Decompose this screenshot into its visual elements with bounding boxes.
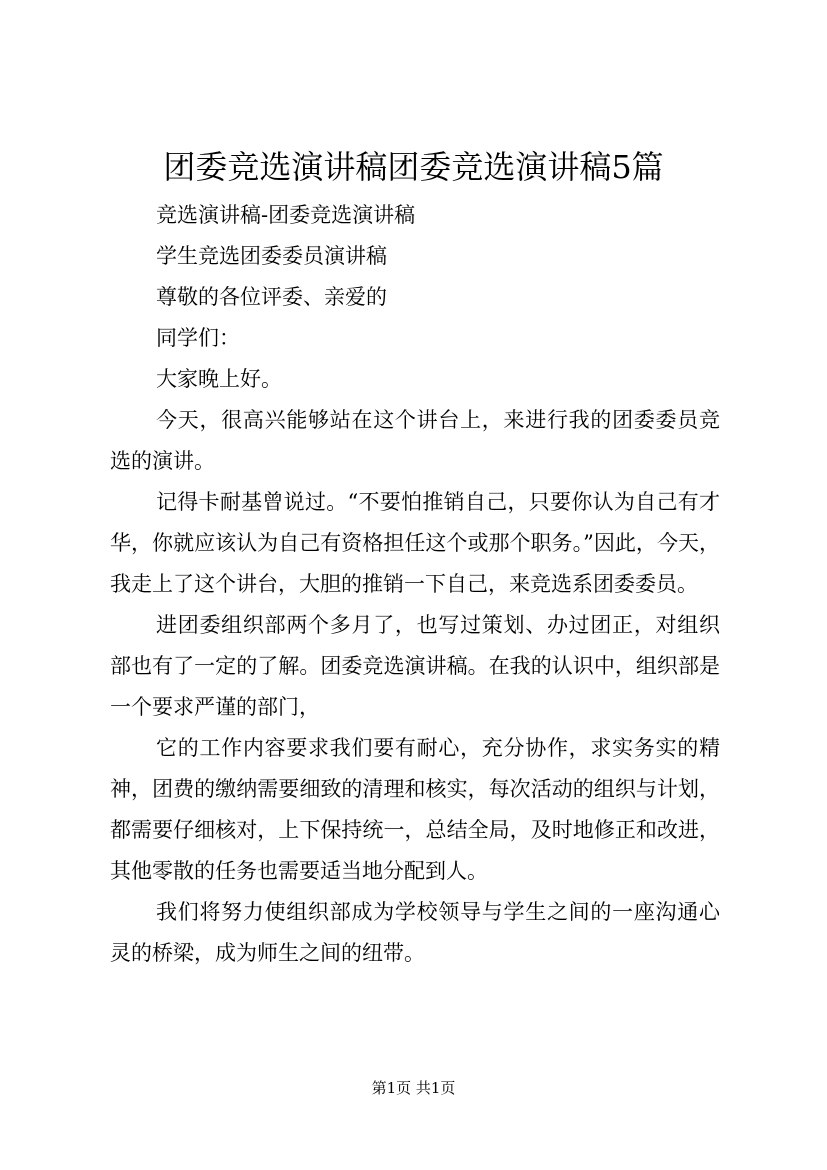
page-footer: 第1页 共1页 bbox=[371, 1079, 456, 1097]
paragraph-7: 记得卡耐基曾说过。“不要怕推销自己，只要你认为自己有才华，你就应该认为自己有资格担任这个或那个职务。”因此，今天，我走上了这个讲台，大胆的推销一下自己，来竞选系团委委员。 bbox=[110, 490, 720, 596]
document-body bbox=[110, 195, 720, 974]
paragraph-10: 我们将努力使组织部成为学校领导与学生之间的一座沟通心灵的桥梁，成为师生之间的纽带。 bbox=[110, 900, 720, 965]
paragraph-2: 学生竞选团委委员演讲稿 bbox=[156, 244, 387, 268]
paragraph-8: 进团委组织部两个多月了，也写过策划、办过团正，对组织部也有了一定的了解。团委竞选演讲稿。在我的认识中，组织部是一个要求严谨的部门， bbox=[110, 613, 720, 719]
paragraph-9: 它的工作内容要求我们要有耐心，充分协作，求实务实的精神，团费的缴纳需要细致的清理和核实，每次活动的组织与计划，都需要仔细核对，上下保持统一，总结全局，及时地修正和改进，其他零散的任务也需要适当地分配到人。 bbox=[110, 736, 720, 883]
document-title: 团委竞选演讲稿团委竞选演讲稿5篇 bbox=[163, 148, 664, 186]
paragraph-1: 竞选演讲稿-团委竞选演讲稿 bbox=[156, 203, 416, 227]
paragraph-3: 尊敬的各位评委、亲爱的 bbox=[156, 285, 387, 309]
paragraph-5: 大家晚上好。 bbox=[156, 367, 282, 391]
paragraph-6: 今天，很高兴能够站在这个讲台上，来进行我的团委委员竞选的演讲。 bbox=[110, 408, 720, 473]
paragraph-4: 同学们： bbox=[156, 326, 240, 350]
